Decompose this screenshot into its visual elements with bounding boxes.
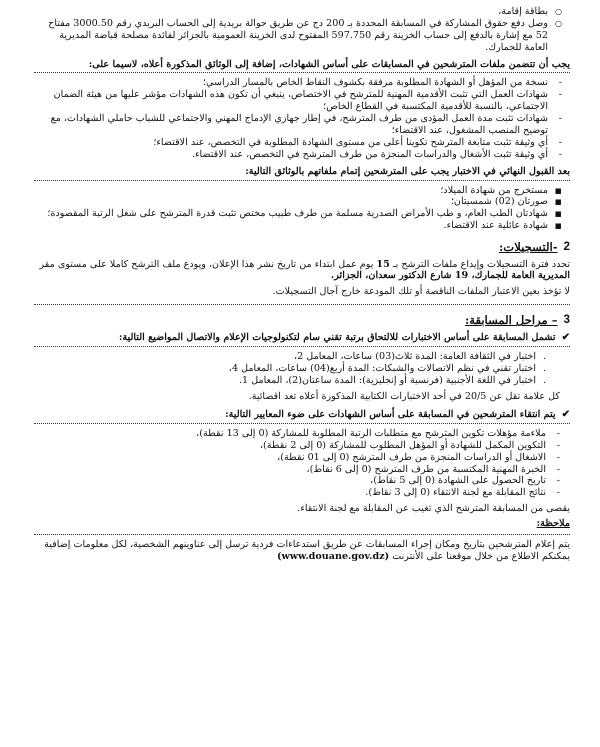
certificate-selection-heading <box>34 409 570 424</box>
section-number: 3 <box>563 313 570 327</box>
text-span: يتم إعلام المترشحين بتاريخ ومكان إجراء المسابقات عن طريق استدعاءات فردية ترسل إلى عناوينهم الشخصية، لكل معلومات إضافية يمكنكم الاطلاع من خلال موقعنا على الأنترنت <box>44 539 570 562</box>
list-item: ▪ شهادة عائلية عند الاقتضاء. <box>34 220 548 232</box>
list-item: - الخبرة المهنية المكتسبة من طرف المترشح (0 إلى 6 نقاط)، <box>34 464 546 476</box>
text-span: تحدد فترة التسجيلات وإيداع ملفات الترشح بـ <box>389 258 570 270</box>
list-item: . اختبار في اللغة الأجنبية (فرنسية أو إنجليزية): المدة ساعتان(2)، المعامل 1. <box>34 375 536 387</box>
registration-address: المديرية العامة للجمارك، 19 شارع الدكتور سعدان، الجزائر. <box>330 270 570 282</box>
registration-days: 15 <box>376 258 390 270</box>
final-admission-title: بعد القبول النهائي في الاختبار يجب على المترشحين إتمام ملفاتهم بالوثائق التالية: <box>34 166 570 181</box>
section-title: – مراحل المسابقة: <box>464 313 558 328</box>
list-item: - نتائج المقابلة مع لجنة الانتقاء (0 إلى 3 نقاط). <box>34 487 546 499</box>
registration-paragraph <box>34 259 570 283</box>
absence-exclusion-note: يقصى من المسابقة المترشح الذي تغيب عن المقابلة مع لجنة الانتقاء. <box>297 503 570 515</box>
list-item: - التكوين المكمل للشهادة أو المؤهل المطلوب للمشاركة (0 إلى 2 نقطة)، <box>34 440 546 452</box>
list-item: - نسخة من المؤهل أو الشهادة المطلوبة مرفقة بكشوف النقاط الخاص بالمسار الدراسي؛ <box>34 77 548 89</box>
check-mark-icon: ✔ <box>561 331 570 343</box>
list-item: - ملاءمة مؤهلات تكوين المترشح مع متطلبات الرتبة المطلوبة للمشاركة (0 إلى 13 نقطة)، <box>34 428 546 440</box>
list-item: - شهادات العمل التي تثبت الأقدمية المهنية للمترشح في الاختصاص، ينبغي أن تكون هذه الشهادات مؤشر عليها من هيئة الضمان الاجتماعي، بالنسبة للأقدمية المكتسبة في القطاع الخاص؛ <box>34 89 548 113</box>
certificate-selection-title: يتم انتقاء المترشحين في المسابقة على أساس الشهادات على ضوء المعايير التالية: <box>225 408 556 420</box>
section-title: -التسجيلات: <box>499 240 558 255</box>
certificates-requirements-list <box>34 77 570 160</box>
list-item: - أي وثيقة تثبت متابعة المترشح تكوينا أعلى من مستوى الشهادة المطلوبة في التخصص، عند الاقتضاء؛ <box>34 137 548 149</box>
list-item: - تاريخ الحصول على الشهادة (0 إلى 5 نقاط)، <box>34 475 546 487</box>
exam-subjects-heading <box>34 332 570 347</box>
elimination-note: كل علامة تقل عن 20/5 في أحد الاختبارات الكتابية المذكورة أعلاه تعد اقصائية. <box>248 390 560 402</box>
remark-title: ملاحظة: <box>536 518 570 530</box>
list-item: - الاشغال أو الدراسات المنجزة من طرف المترشح (0 إلى 01 نقطة)، <box>34 452 546 464</box>
incomplete-files-note: لا تؤخذ بعين الاعتبار الملفات الناقصة أو تلك المودعة خارج آجال التسجيلات. <box>272 286 570 298</box>
divider <box>34 302 570 305</box>
section-2-heading <box>34 240 570 254</box>
final-admission-list <box>34 185 570 233</box>
certificates-requirements-title: يجب أن تتضمن ملفات المترشحين في المسابقات على أساس الشهادات، إضافة إلى الوثائق المذكورة أعلاه، لاسيما على: <box>34 59 570 74</box>
remark-text <box>34 539 570 563</box>
list-item: . اختبار تقني في نظم الاتصالات والشبكات: المدة أربع(04) ساعات، المعامل 4، <box>34 363 536 375</box>
exam-subjects-list <box>34 351 570 387</box>
website-link[interactable]: (www.douane.gov.dz) <box>276 550 390 562</box>
list-item: ▪ شهادتان الطب العام، و طب الأمراض الصدرية مسلمة من طرف طبيب مختص تثبت قدرة المترشح على شغل الرتبة المقصودة؛ <box>34 208 548 220</box>
top-document-list <box>34 6 570 54</box>
list-item: - أي وثيقة تثبت الأشغال والدراسات المنجزة من طرف المترشح في التخصص، عند الاقتضاء. <box>34 149 548 161</box>
list-item: ○ وصل دفع حقوق المشاركة في المسابقة المحددة بـ 200 دج عن طريق حوالة بريدية إلى الحساب البريدي رقم 3000.50 مفتاح 52 مع إشارة بالدفع إلى حساب الخزينة رقم 597.750 المفتوح لدى الخزينة العمومية بالجزائر لفائدة مصلحة قباضة المديرية العامة للجمارك. <box>34 18 548 54</box>
list-item: ○ بطاقة إقامة، <box>34 6 548 18</box>
section-3-heading <box>34 313 570 327</box>
list-item: ▪ صورتان (02) شمسيتان؛ <box>34 196 548 208</box>
exam-subjects-title: تشمل المسابقة على أساس الاختبارات للالتحاق برتبة تقني سام لتكنولوجيات الإعلام والاتصال المواضيع التالية: <box>118 331 556 343</box>
selection-criteria-list <box>34 428 570 499</box>
list-item: . اختبار في الثقافة العامة: المدة ثلاث(03) ساعات، المعامل 2، <box>34 351 536 363</box>
check-mark-icon: ✔ <box>561 408 570 420</box>
list-item: - شهادات تثبت مدة العمل المؤدى من طرف المترشح، في إطار جهازي الإدماج المهني والاجتماعي للشباب حاملي الشهادات، مع توضيح المنصب المشغول، عند الاقتضاء؛ <box>34 113 548 137</box>
list-item: ▪ مستخرج من شهادة الميلاد؛ <box>34 185 548 197</box>
text-span: يوم عمل ابتداء من تاريخ نشر هذا الإعلان، ويودع ملف الترشح كاملا على مستوى مقر <box>39 258 377 270</box>
section-number: 2 <box>563 240 570 254</box>
